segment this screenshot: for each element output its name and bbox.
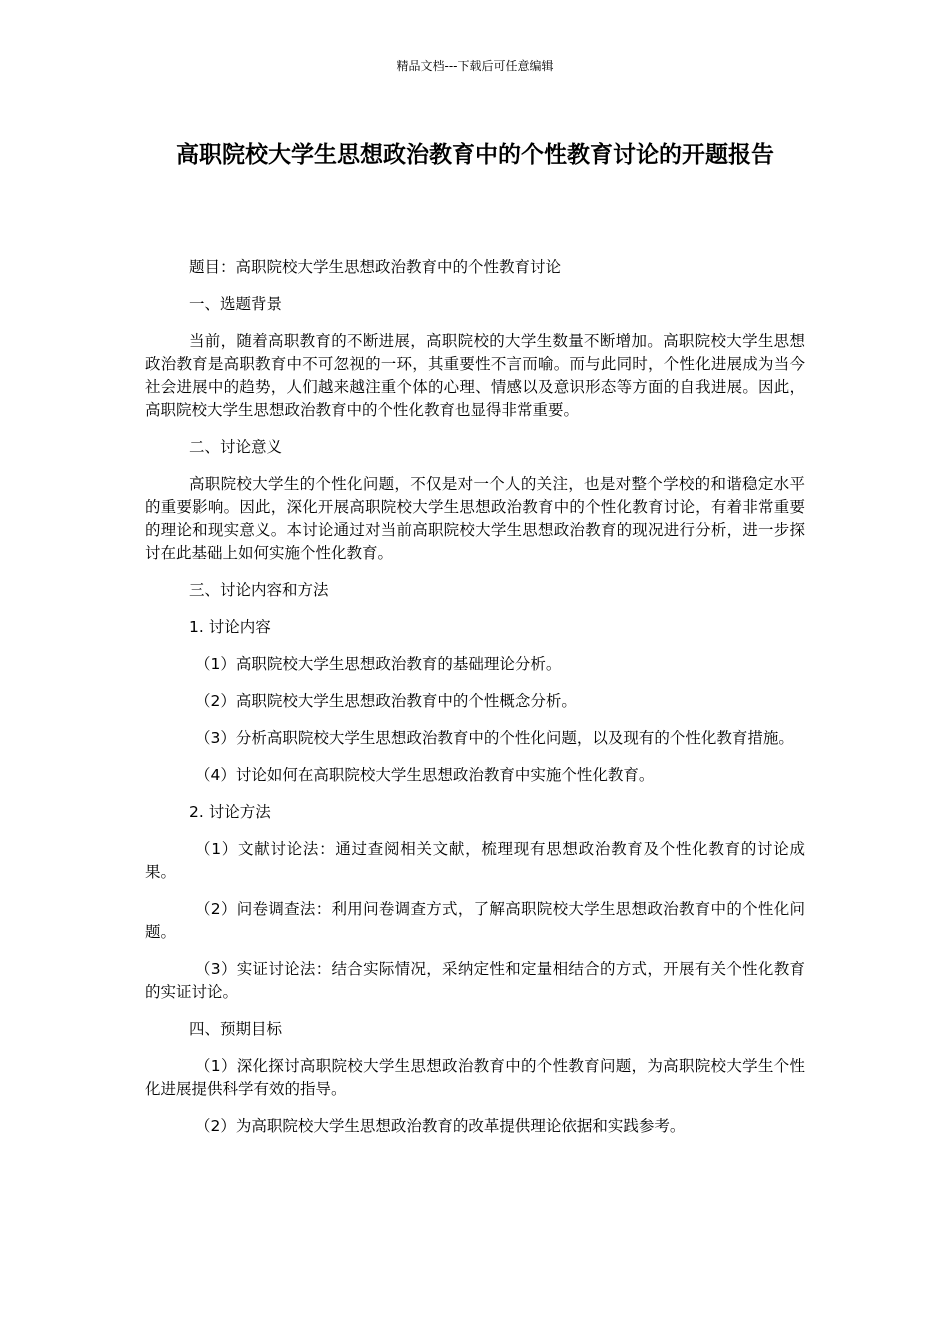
- list-item-method-3: （3）实证讨论法：结合实际情况，采纳定性和定量相结合的方式，开展有关个性化教育的实证讨论。: [145, 960, 805, 1001]
- list-item-method-2: （2）问卷调查法：利用问卷调查方式，了解高职院校大学生思想政治教育中的个性化问题。: [145, 900, 805, 941]
- list-item-content-2: （2）高职院校大学生思想政治教育中的个性概念分析。: [195, 692, 577, 710]
- body-paragraph-significance: 高职院校大学生的个性化问题，不仅是对一个人的关注，也是对整个学校的和谐稳定水平的重要影响。因此，深化开展高职院校大学生思想政治教育中的个性化教育讨论，有着非常重要的理论和现实意义。本讨论通过对当前高职院校大学生思想政治教育的现况进行分析，进一步探讨在此基础上如何实施个性化教育。: [145, 475, 805, 562]
- subheading-content: 1. 讨论内容: [189, 618, 271, 636]
- list-item-goal-1: （1）深化探讨高职院校大学生思想政治教育中的个性教育问题，为高职院校大学生个性化进展提供科学有效的指导。: [145, 1057, 805, 1098]
- list-item-goal-2: （2）为高职院校大学生思想政治教育的改革提供理论依据和实践参考。: [195, 1117, 686, 1135]
- body-paragraph-background: 当前，随着高职教育的不断进展，高职院校的大学生数量不断增加。高职院校大学生思想政治教育是高职教育中不可忽视的一环，其重要性不言而喻。而与此同时，个性化进展成为当今社会进展中的趋势，人们越来越注重个体的心理、情感以及意识形态等方面的自我进展。因此，高职院校大学生思想政治教育中的个性化教育也显得非常重要。: [145, 332, 805, 419]
- list-item-content-3: （3）分析高职院校大学生思想政治教育中的个性化问题，以及现有的个性化教育措施。: [195, 729, 794, 747]
- section-heading-significance: 二、讨论意义: [189, 438, 283, 456]
- list-item-method-1: （1）文献讨论法：通过查阅相关文献，梳理现有思想政治教育及个性化教育的讨论成果。: [145, 840, 805, 881]
- subheading-method: 2. 讨论方法: [189, 803, 271, 821]
- section-heading-background: 一、选题背景: [189, 295, 283, 313]
- page-header-note: 精品文档---下载后可任意编辑: [396, 59, 554, 73]
- document-body: [145, 256, 805, 1152]
- topic-line: 题目：高职院校大学生思想政治教育中的个性教育讨论: [189, 258, 562, 276]
- list-item-content-1: （1）高职院校大学生思想政治教育的基础理论分析。: [195, 655, 562, 673]
- section-heading-goals: 四、预期目标: [189, 1020, 283, 1038]
- list-item-content-4: （4）讨论如何在高职院校大学生思想政治教育中实施个性化教育。: [195, 766, 655, 784]
- section-heading-content-method: 三、讨论内容和方法: [189, 581, 329, 599]
- document-title: 高职院校大学生思想政治教育中的个性教育讨论的开题报告: [176, 142, 774, 168]
